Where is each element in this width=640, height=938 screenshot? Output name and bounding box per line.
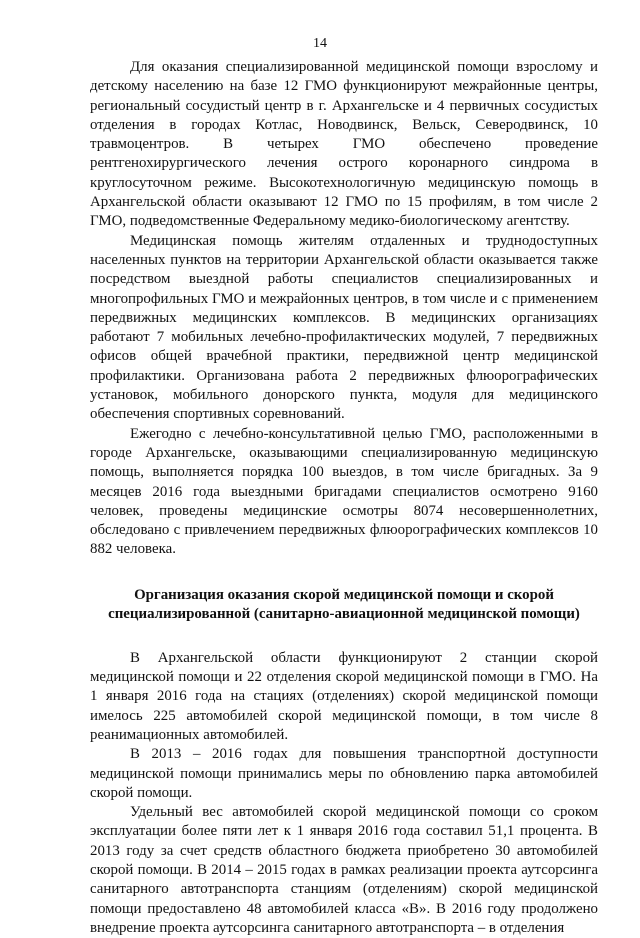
paragraph-ambulance-stations: В Архангельской области функционируют 2 станции скорой медицинской помощи и 22 отделения скорой медицинской помощи в ГМО. На 1 января 2016 года на стациях (отделениях) скорой медицинской помощи имелось 225 автомобилей скорой медицинской помощи, в том числе 8 реанимационных автомобилей. xyxy=(90,649,598,743)
section-heading xyxy=(90,586,598,625)
paragraph-remote-settlements: Медицинская помощь жителям отдаленных и труднодоступных населенных пунктов на территории Архангельской области оказывается также посредством выездной работы специалистов специализированных и многопрофильных ГМО и межрайонных центров, в том числе и с применением передвижных медицинских комплексов. В медицинских организациях работают 7 мобильных лечебно-профилактических модулей, 7 передвижных офисов общей врачебной практики, передвижной центр медицинской профилактики. Организована работа 2 передвижных флюорографических установок, мобильного донорского пункта, модуля для медицинского обеспечения спортивных соревнований. xyxy=(90,232,598,423)
page-number: 14 xyxy=(313,36,327,51)
paragraph-fleet-renewal: В 2013 – 2016 годах для повышения транспортной доступности медицинской помощи принимались меры по обновлению парка автомобилей скорой помощи. xyxy=(90,746,598,801)
paragraph-fleet-age: Удельный вес автомобилей скорой медицинской помощи со сроком эксплуатации более пяти лет к 1 января 2016 года составил 51,1 процента. В 2013 году за счет средств областного бюджета приобретено 30 автомобилей скорой помощи. В 2014 – 2015 годах в рамках реализации проекта аутсорсинга санитарного автотранспорта станциям (отделениям) скорой медицинской помощи предоставлено 48 автомобилей класса «В». В 2016 году продолжено внедрение проекта аутсорсинга санитарного автотранспорта – в отделения xyxy=(90,804,598,936)
section-heading-line-2: специализированной (санитарно-авиационной медицинской помощи) xyxy=(108,606,580,623)
paragraph-field-visits: Ежегодно с лечебно-консультативной целью ГМО, расположенными в городе Архангельске, оказывающими специализированную медицинскую помощь, выполняется порядка 100 выездов, в том числе бригадных. За 9 месяцев 2016 года выездными бригадами специалистов осмотрено 9160 человек, проведены медицинские осмотры 8074 несовершеннолетних, обследовано с привлечением передвижных флюорографических комплексов 10 882 человека. xyxy=(90,425,598,558)
paragraph-specialized-care: Для оказания специализированной медицинской помощи взрослому и детскому населению на базе 12 ГМО функционируют межрайонные центры, региональный сосудистый центр в г. Архангельске и 4 первичных сосудистых отделения в городах Котлас, Новодвинск, Вельск, Северодвинск, 10 травмоцентров. В четырех ГМО обеспечено проведение рентгенохирургического лечения острого коронарного синдрома в круглосуточном режиме. Высокотехнологичную медицинскую помощь в Архангельской области оказывают 12 ГМО по 15 профилям, в том числе 2 ГМО, подведомственные Федеральному медико-биологическому агентству. xyxy=(90,59,598,230)
document-body xyxy=(90,58,598,938)
section-heading-line-1: Организация оказания скорой медицинской помощи и скорой xyxy=(134,586,554,603)
